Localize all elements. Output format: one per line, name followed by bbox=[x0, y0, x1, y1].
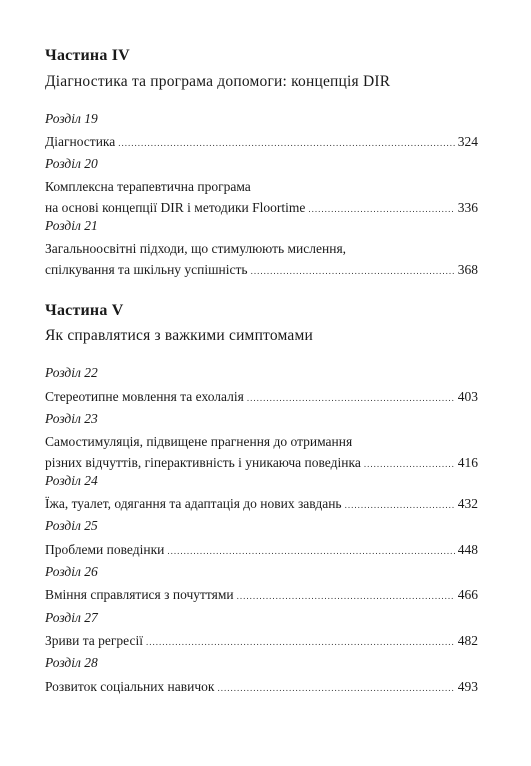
part-iv-subtitle: Діагностика та програма допомоги: концепція DIR bbox=[45, 73, 391, 90]
dot-leader bbox=[217, 678, 454, 699]
toc-entry-chapter-25[interactable] bbox=[45, 539, 478, 562]
entry-title-line-2: спілкування та шкільну успішність bbox=[45, 262, 248, 277]
toc-entry-chapter-19[interactable] bbox=[45, 131, 478, 154]
page-number: 416 bbox=[457, 455, 478, 470]
chapter-28-label: Розділ 28 bbox=[45, 655, 98, 670]
dot-leader bbox=[345, 495, 455, 516]
chapter-22-label: Розділ 22 bbox=[45, 365, 98, 380]
part-v-title: Частина V bbox=[45, 302, 124, 319]
entry-title: Вміння справлятися з почуттями bbox=[45, 587, 234, 602]
toc-entry-chapter-24[interactable] bbox=[45, 493, 478, 516]
page-number: 432 bbox=[457, 496, 478, 511]
entry-title: Їжа, туалет, одягання та адаптація до нових завдань bbox=[45, 496, 342, 511]
page-number: 482 bbox=[457, 633, 478, 648]
entry-title-line-2: різних відчуттів, гіперактивність і уникаюча поведінка bbox=[45, 455, 361, 470]
entry-title-line-2: на основі концепції DIR і методики Floortime bbox=[45, 200, 306, 215]
chapter-21-label: Розділ 21 bbox=[45, 218, 98, 233]
entry-title: Розвиток соціальних навичок bbox=[45, 679, 215, 694]
toc-entry-chapter-21[interactable] bbox=[45, 238, 478, 282]
dot-leader bbox=[118, 133, 454, 154]
dot-leader bbox=[308, 199, 454, 220]
part-iv-title: Частина IV bbox=[45, 47, 130, 64]
page-number: 324 bbox=[457, 134, 478, 149]
page-number: 403 bbox=[457, 389, 478, 404]
page-number: 368 bbox=[457, 262, 478, 277]
toc-entry-chapter-26[interactable] bbox=[45, 584, 478, 607]
chapter-19-label: Розділ 19 bbox=[45, 111, 98, 126]
toc-entry-chapter-27[interactable] bbox=[45, 630, 478, 653]
dot-leader bbox=[237, 586, 455, 607]
dot-leader bbox=[364, 454, 455, 475]
entry-title: Проблеми поведінки bbox=[45, 542, 165, 557]
part-v-subtitle: Як справлятися з важкими симптомами bbox=[45, 327, 313, 344]
dot-leader bbox=[247, 388, 455, 409]
page-number: 336 bbox=[457, 200, 478, 215]
entry-title: Стереотипне мовлення та ехолалія bbox=[45, 389, 244, 404]
chapter-25-label: Розділ 25 bbox=[45, 518, 98, 533]
dot-leader bbox=[146, 632, 455, 653]
toc-entry-chapter-28[interactable] bbox=[45, 676, 478, 699]
dot-leader bbox=[167, 541, 454, 562]
entry-title-line-1: Самостимуляція, підвищене прагнення до отримання bbox=[45, 434, 353, 449]
page-number: 448 bbox=[457, 542, 478, 557]
chapter-23-label: Розділ 23 bbox=[45, 411, 98, 426]
chapter-26-label: Розділ 26 bbox=[45, 564, 98, 579]
toc-entry-chapter-23[interactable] bbox=[45, 431, 478, 475]
entry-title: Діагностика bbox=[45, 134, 116, 149]
entry-title-line-1: Загальноосвітні підходи, що стимулюють мислення, bbox=[45, 241, 347, 256]
toc-entry-chapter-20[interactable] bbox=[45, 176, 478, 220]
chapter-20-label: Розділ 20 bbox=[45, 156, 98, 171]
dot-leader bbox=[251, 261, 455, 282]
entry-title: Зриви та регресії bbox=[45, 633, 143, 648]
chapter-24-label: Розділ 24 bbox=[45, 473, 98, 488]
page-number: 466 bbox=[457, 587, 478, 602]
toc-entry-chapter-22[interactable] bbox=[45, 386, 478, 409]
entry-title-line-1: Комплексна терапевтична програма bbox=[45, 179, 251, 194]
chapter-27-label: Розділ 27 bbox=[45, 610, 98, 625]
page-number: 493 bbox=[457, 679, 478, 694]
